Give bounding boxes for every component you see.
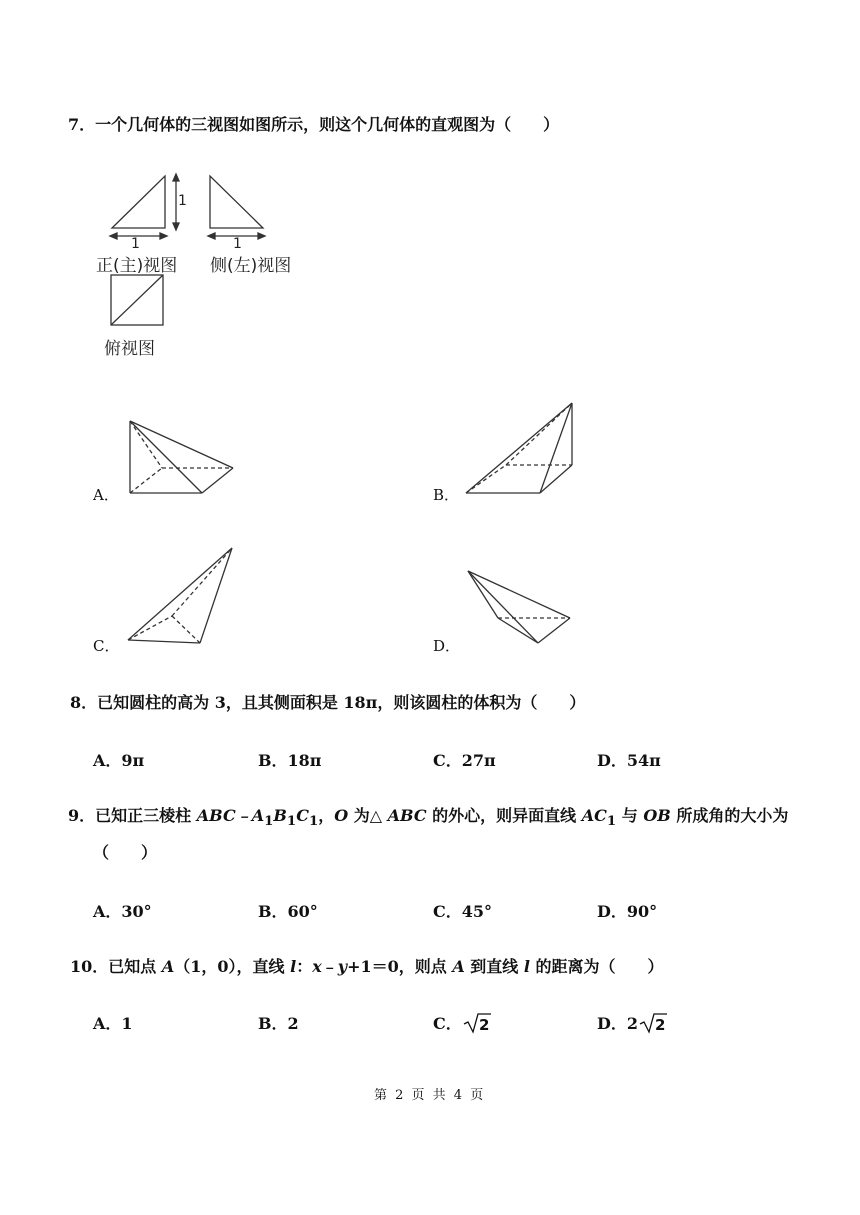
page-footer: 第 2 页 共 4 页	[374, 1088, 486, 1103]
q7-option-b-label[interactable]: B．	[433, 486, 460, 504]
q8-option-c[interactable]: C．27π	[433, 751, 496, 770]
height-dimension-label: 1	[178, 193, 187, 209]
q10-option-d[interactable]: D．2 2	[597, 1011, 668, 1034]
side-view-label: 侧(左)视图	[210, 256, 292, 276]
front-view-triangle	[112, 176, 165, 228]
question-7-text: 7．一个几何体的三视图如图所示，则这个几何体的直观图为（ ）	[68, 115, 560, 134]
q9-option-d[interactable]: D．90°	[597, 902, 658, 921]
top-view-diagonal	[111, 275, 163, 325]
q9-option-a[interactable]: A．30°	[93, 902, 152, 921]
q10-option-b[interactable]: B．2	[258, 1014, 299, 1033]
question-10-text: 10．已知点 A（1，0），直线 l：x﹣y+1＝0，则点 A 到直线 l 的距离为（ ）	[70, 957, 664, 976]
radicand-text: 2	[478, 1016, 490, 1034]
radicand-text: 2	[655, 1016, 666, 1034]
question-9-answer-bracket: （ ）	[93, 843, 158, 862]
q9-option-b[interactable]: B．60°	[258, 902, 318, 921]
sqrt-icon	[638, 1012, 668, 1034]
q9-option-c[interactable]: C．45°	[433, 902, 493, 921]
q7-option-b-figure[interactable]	[460, 398, 580, 498]
q10-option-a[interactable]: A．1	[93, 1014, 133, 1033]
q7-option-a-label[interactable]: A．	[93, 486, 119, 504]
q10-option-c[interactable]: C． 2	[433, 1011, 492, 1034]
front-view-label: 正(主)视图	[96, 256, 178, 276]
q8-option-d[interactable]: D．54π	[597, 751, 661, 770]
side-view-triangle	[210, 176, 263, 228]
q7-option-c-figure[interactable]	[120, 543, 245, 648]
q7-option-d-label[interactable]: D．	[433, 637, 461, 655]
top-view-label: 俯视图	[104, 339, 155, 359]
q7-option-c-label[interactable]: C．	[93, 637, 120, 655]
side-width-dimension-label: 1	[233, 236, 242, 252]
question-8-text: 8．已知圆柱的高为 3，且其侧面积是 18π，则该圆柱的体积为（ ）	[70, 693, 586, 712]
question-9-text: 9．已知正三棱柱 $ABC﹣A_1B_1C_1$，O 为△ ABC 的外心，则异面直线 $AC_1$ 与 OB 所成角的大小为	[68, 806, 789, 830]
front-width-dimension-label: 1	[131, 236, 140, 252]
q8-option-a[interactable]: A．9π	[93, 751, 145, 770]
sqrt-icon	[462, 1012, 492, 1034]
q8-option-b[interactable]: B．18π	[258, 751, 322, 770]
q7-option-a-figure[interactable]	[120, 415, 240, 500]
q7-option-d-figure[interactable]	[460, 565, 580, 650]
